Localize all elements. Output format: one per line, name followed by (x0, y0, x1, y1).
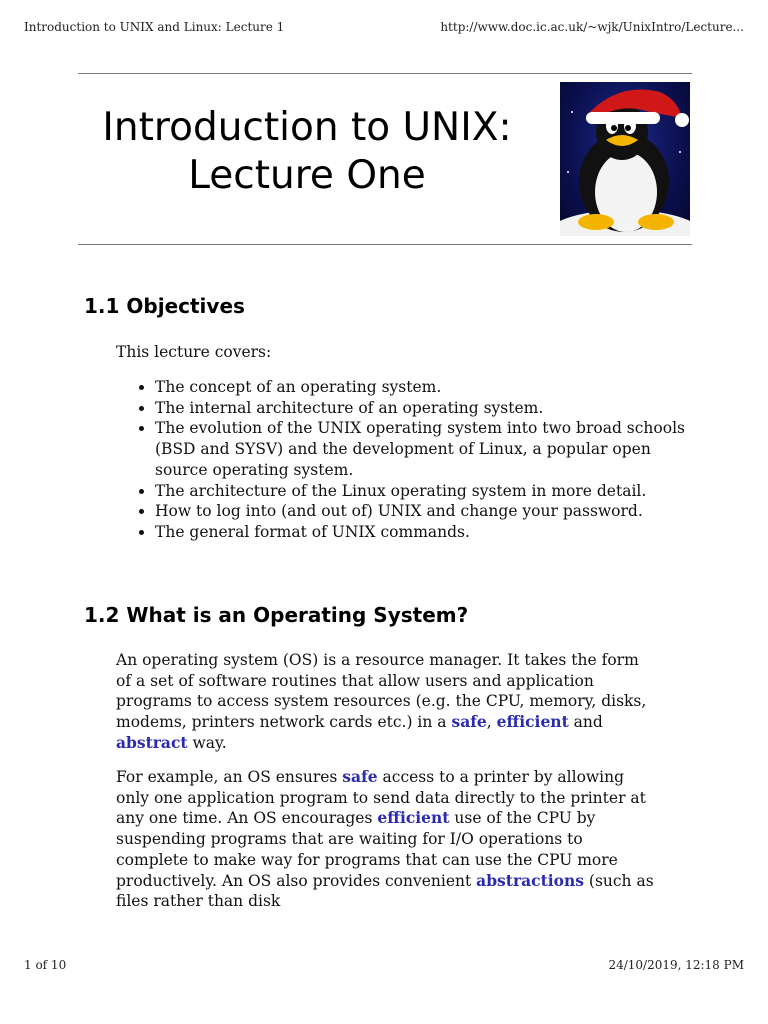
section-heading-what-is-os: 1.2 What is an Operating System? (84, 603, 469, 627)
text-run: access to a printer by allowing only one application program to send data directly to the printer at any one time. An OS encourages (116, 768, 646, 828)
print-footer (24, 958, 744, 972)
term-safe: safe (451, 712, 487, 732)
list-item: • The evolution of the UNIX operating system into two broad schools (BSD and SYSV) and the development of Linux, a popular open source operating system. (155, 418, 695, 480)
list-item: • The internal architecture of an operating system. (155, 398, 695, 419)
list-item: • How to log into (and out of) UNIX and change your password. (155, 501, 695, 522)
section-heading-objectives: 1.1 Objectives (84, 294, 245, 318)
document-url[interactable]: http://www.doc.ic.ac.uk/~wjk/UnixIntro/Lecture... (440, 20, 744, 34)
text-run: For example, an OS ensures (116, 768, 343, 786)
os-definition-paragraph (116, 650, 656, 754)
tux-penguin-santa-hat-icon (560, 82, 690, 236)
text-run: (such as files rather than disk (116, 871, 654, 911)
term-abstractions: abstractions (476, 870, 584, 890)
term-efficient: efficient (377, 808, 450, 828)
term-safe: safe (342, 767, 378, 786)
document-tab-title: Introduction to UNIX and Linux: Lecture 1 (24, 20, 285, 34)
title-divider (78, 244, 692, 245)
list-item: • The general format of UNIX commands. (155, 522, 695, 543)
text-run: , (486, 713, 497, 732)
page-title (78, 104, 536, 200)
text-run: and (568, 713, 603, 732)
os-example-paragraph (116, 767, 656, 912)
print-header (24, 20, 744, 34)
title-line-1: Introduction to UNIX: (102, 105, 512, 150)
list-item: • The architecture of the Linux operating system in more detail. (155, 481, 695, 502)
text-run: use of the CPU by suspending programs that are waiting for I/O operations to complete to make way for programs that can use the CPU more productively. An OS also provides convenient (116, 809, 618, 890)
term-abstract: abstract (116, 732, 188, 752)
list-item: • The concept of an operating system. (155, 377, 695, 398)
objectives-list (116, 377, 695, 543)
text-run: way. (187, 733, 227, 752)
page-number: 1 of 10 (24, 958, 67, 972)
top-divider (78, 73, 692, 74)
print-datetime: 24/10/2019, 12:18 PM (608, 958, 744, 972)
objectives-intro: This lecture covers: (116, 343, 272, 361)
term-efficient: efficient (496, 712, 569, 732)
text-run: An operating system (OS) is a resource manager. It takes the form of a set of software routines that allow users and application programs to access system resources (e.g. the CPU, memory, disks, modems, printers network cards etc.) in a (116, 651, 647, 732)
title-line-2: Lecture One (188, 153, 426, 198)
